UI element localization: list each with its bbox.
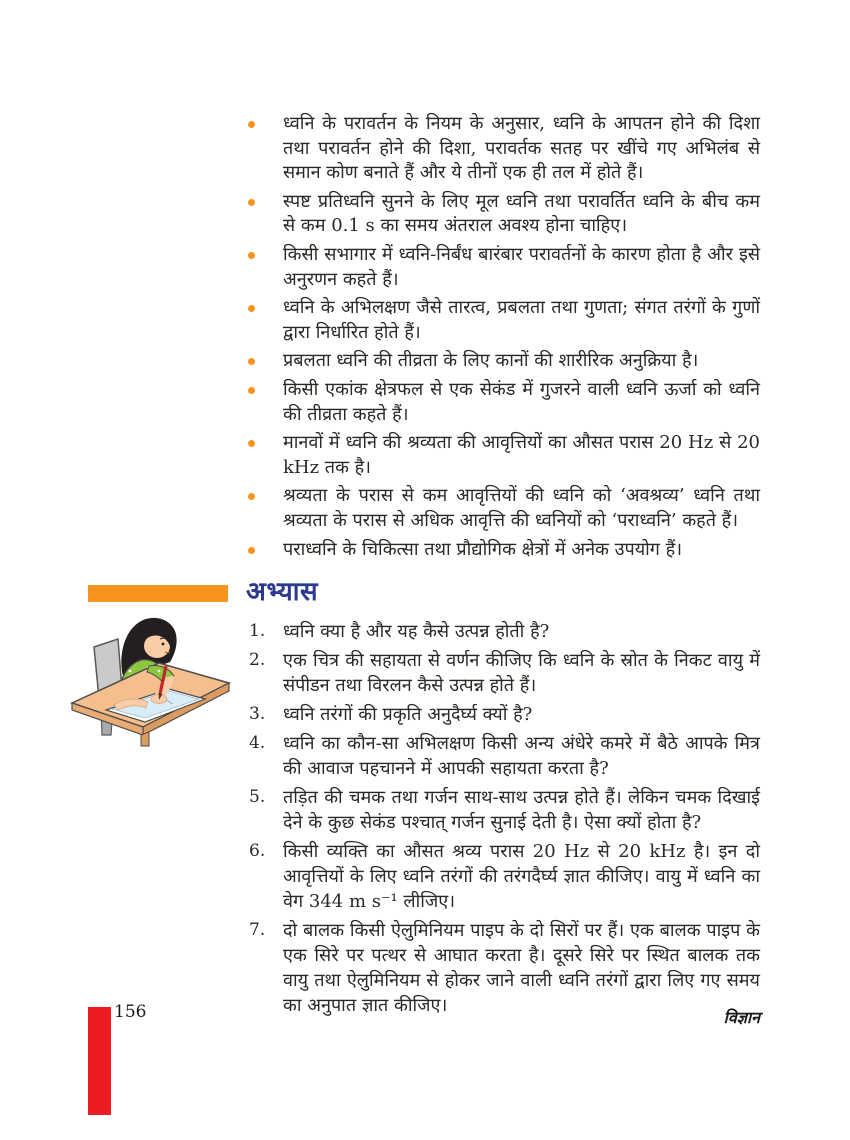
question-text: दो बालक किसी ऐलुमिनियम पाइप के दो सिरों पर हैं। एक बालक पाइप के एक सिरे पर पत्थर से आघात करता है। दूसरे सिरे पर स्थित बालक तक वायु तथा ऐलुमिनियम से होकर जाने वाली ध्वनि तरंगों द्वारा लिए गए समय का अनुपात ज्ञात कीजिए।	[283, 920, 760, 1016]
summary-bullet-item	[246, 484, 760, 533]
bullet-icon	[248, 387, 255, 394]
question-number: 1.	[249, 621, 266, 641]
question-number: 3.	[249, 704, 266, 724]
summary-bullet-item	[246, 538, 760, 563]
bullet-text: किसी सभागार में ध्वनि-निर्बंध बारंबार परावर्तनों के कारण होता है और इसे अनुरणन कहते हैं।	[283, 243, 760, 290]
question-number: 2.	[249, 650, 266, 670]
girl-writing-illustration-icon	[56, 605, 238, 749]
summary-bullet-item	[246, 349, 760, 374]
bullet-icon	[248, 121, 255, 128]
bullet-text: किसी एकांक क्षेत्रफल से एक सेकंड में गुजरने वाली ध्वनि ऊर्जा को ध्वनि की तीव्रता कहते हैं।	[283, 378, 760, 425]
summary-bullet-item	[246, 378, 760, 427]
question-text: तड़ित की चमक तथा गर्जन साथ-साथ उत्पन्न होते हैं। लेकिन चमक दिखाई देने के कुछ सेकंड पश्चात् गर्जन सुनाई देती है। ऐसा क्यों होता है?	[283, 787, 760, 833]
bullet-icon	[248, 547, 255, 554]
summary-bullet-item	[246, 431, 760, 480]
girl-writing-svg	[56, 605, 238, 749]
question-text: किसी व्यक्ति का औसत श्रव्य परास 20 Hz से 20 kHz है। इन दो आवृत्तियों के लिए ध्वनि तरंगों की तरंगदैर्घ्य ज्ञात कीजिए। वायु में ध्वनि का वेग 344 m s⁻¹ लीजिए।	[283, 841, 760, 912]
question-number: 7.	[249, 920, 266, 940]
question-number: 6.	[249, 841, 266, 861]
page-edge-red-bar	[88, 1007, 111, 1115]
summary-bullet-item	[246, 296, 760, 345]
bullet-icon	[248, 440, 255, 447]
question-text: ध्वनि तरंगों की प्रकृति अनुदैर्घ्य क्यों है?	[283, 704, 533, 725]
bullet-text: पराध्वनि के चिकित्सा तथा प्रौद्योगिक क्षेत्रों में अनेक उपयोग हैं।	[283, 538, 683, 560]
question-item	[246, 648, 760, 698]
exercise-heading: अभ्यास	[246, 577, 319, 607]
question-number: 4.	[249, 733, 266, 753]
summary-bullet-item	[246, 243, 760, 292]
bullet-icon	[248, 252, 255, 259]
summary-bullet-item	[246, 190, 760, 239]
question-number: 5.	[249, 787, 266, 807]
bullet-text: ध्वनि के अभिलक्षण जैसे तारत्व, प्रबलता तथा गुणता; संगत तरंगों के गुणों द्वारा निर्धारित होते हैं।	[283, 297, 760, 343]
question-text: ध्वनि का कौन-सा अभिलक्षण किसी अन्य अंधेरे कमरे में बैठे आपके मित्र की आवाज पहचानने में आपकी सहायता करता है?	[283, 733, 760, 779]
book-title: विज्ञान	[723, 1008, 760, 1027]
question-item	[246, 785, 760, 835]
question-item	[246, 839, 760, 914]
question-text: ध्वनि क्या है और यह कैसे उत्पन्न होती है?	[283, 621, 550, 642]
question-item	[246, 731, 760, 781]
bullet-icon	[248, 199, 255, 206]
bullet-icon	[248, 305, 255, 312]
bullet-icon	[248, 493, 255, 500]
question-list	[246, 619, 760, 1022]
bullet-icon	[248, 358, 255, 365]
summary-list	[246, 112, 760, 566]
page-number: 156	[114, 1002, 147, 1022]
bullet-text: मानवों में ध्वनि की श्रव्यता की आवृत्तियों का औसत परास 20 Hz से 20 kHz तक है।	[283, 432, 760, 478]
bullet-text: श्रव्यता के परास से कम आवृत्तियों की ध्वनि को ‘अवश्रव्य’ ध्वनि तथा श्रव्यता के परास से अधिक आवृत्ति की ध्वनियों को ‘पराध्वनि’ कहते हैं।	[283, 485, 760, 531]
bullet-text: ध्वनि के परावर्तन के नियम के अनुसार, ध्वनि के आपतन होने की दिशा तथा परावर्तन होने की दिशा, परावर्तक सतह पर खींचे गए अभिलंब से समान कोण बनाते हैं और ये तीनों एक ही तल में होते हैं।	[283, 113, 760, 184]
question-text: एक चित्र की सहायता से वर्णन कीजिए कि ध्वनि के स्रोत के निकट वायु में संपीडन तथा विरलन कैसे उत्पन्न होते हैं।	[283, 650, 760, 696]
summary-bullet-item	[246, 112, 760, 186]
exercise-heading-bar	[88, 585, 228, 602]
bullet-text: प्रबलता ध्वनि की तीव्रता के लिए कानों की शारीरिक अनुक्रिया है।	[283, 350, 699, 372]
question-item	[246, 702, 760, 727]
question-item	[246, 619, 760, 644]
bullet-text: स्पष्ट प्रतिध्वनि सुनने के लिए मूल ध्वनि तथा परावर्तित ध्वनि के बीच कम से कम 0.1 s का समय अंतराल अवश्य होना चाहिए।	[283, 190, 760, 237]
question-item	[246, 918, 760, 1018]
